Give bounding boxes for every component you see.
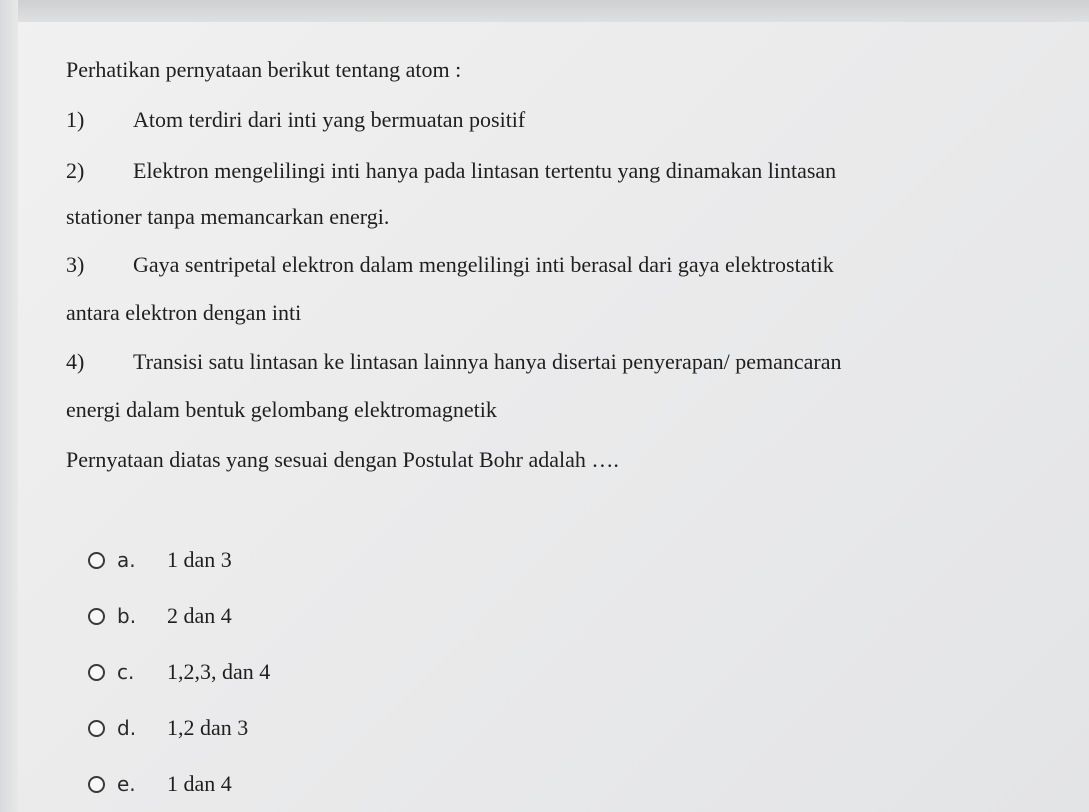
option-letter: a. [117,548,136,572]
option-b[interactable] [88,602,232,630]
option-text: 1 dan 4 [167,771,232,796]
statement-number: 1) [66,107,85,132]
statement-text: Elektron mengelilingi inti hanya pada lintasan tertentu yang dinamakan lintasan [133,158,837,183]
option-d[interactable] [88,714,248,742]
question-prompt: Pernyataan diatas yang sesuai dengan Postulat Bohr adalah …. [66,447,619,472]
radio-button-icon[interactable] [88,720,105,737]
statement-text: Gaya sentripetal elektron dalam mengelilingi inti berasal dari gaya elektrostatik [133,252,834,277]
option-text: 1,2 dan 3 [167,715,249,740]
statement-3-continuation: antara elektron dengan inti [66,300,302,325]
option-letter: c. [117,660,135,684]
statement-2 [66,159,836,183]
option-c[interactable] [88,658,270,686]
statement-number: 2) [66,158,85,183]
question-intro: Perhatikan pernyataan berikut tentang atom : [66,57,462,82]
option-a[interactable] [88,546,232,574]
statement-4-continuation: energi dalam bentuk gelombang elektromagnetik [66,397,497,422]
option-text: 1,2,3, dan 4 [167,659,271,684]
radio-button-icon[interactable] [88,608,105,625]
statement-3 [66,253,834,277]
option-e[interactable] [88,770,232,798]
radio-button-icon[interactable] [88,552,105,569]
radio-button-icon[interactable] [88,664,105,681]
statement-text: Transisi satu lintasan ke lintasan lainnya hanya disertai penyerapan/ pemancaran [133,349,842,374]
option-text: 1 dan 3 [167,547,232,572]
statement-number: 4) [66,349,85,374]
option-letter: b. [117,604,137,628]
option-text: 2 dan 4 [167,603,232,628]
option-letter: e. [117,772,136,796]
statement-1 [66,108,525,132]
radio-button-icon[interactable] [88,776,105,793]
left-edge [0,0,18,812]
statement-4 [66,350,841,374]
statement-text: Atom terdiri dari inti yang bermuatan positif [133,107,526,132]
statement-number: 3) [66,252,85,277]
top-edge [0,0,1089,22]
option-letter: d. [117,716,137,740]
statement-2-continuation: stationer tanpa memancarkan energi. [66,204,390,229]
